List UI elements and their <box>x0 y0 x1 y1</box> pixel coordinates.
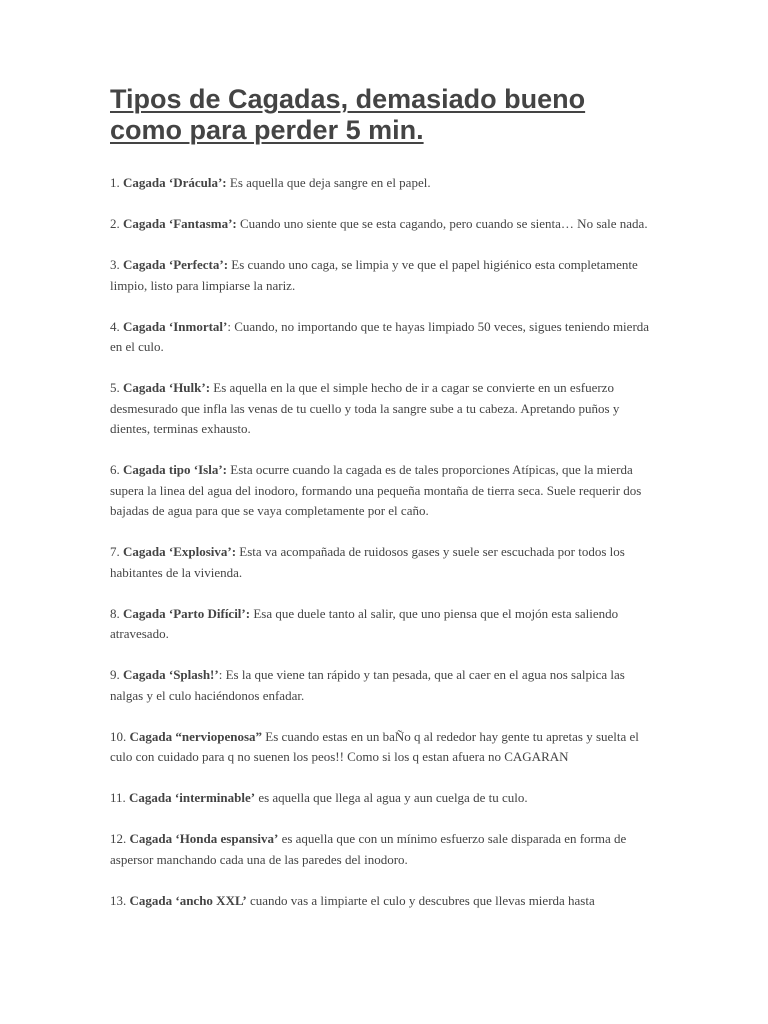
item-description: Es cuando uno caga, se limpia y ve que el papel higiénico esta completamente limpio, listo para limpiarse la nariz. <box>110 257 638 293</box>
item-number: 7. <box>110 544 123 559</box>
item-description: Cuando uno siente que se esta cagando, pero cuando se sienta… No sale nada. <box>236 216 648 231</box>
list-item <box>110 604 658 645</box>
item-term: Cagada ‘Perfecta’: <box>123 257 229 272</box>
item-number: 3. <box>110 257 123 272</box>
list-item <box>110 173 658 194</box>
item-term: Cagada ‘Explosiva’: <box>123 544 237 559</box>
item-term: Cagada “nerviopenosa” <box>129 728 263 744</box>
item-description: es aquella que llega al agua y aun cuelga de tu culo. <box>255 790 528 805</box>
item-description: es aquella que con un mínimo esfuerzo sale disparada en forma de aspersor manchando cada una de las paredes del inodoro. <box>110 831 627 867</box>
list-item <box>110 460 658 522</box>
item-description: Es cuando estas en un baÑo q al rededor hay gente tu apretas y suelta el culo con cuidado para q no suenen los peos!! Como si los q estan afuera no CAGARAN <box>110 728 639 764</box>
item-description: Es aquella en la que el simple hecho de ir a cagar se convierte en un esfuerzo desmesurado que infla las venas de tu cuello y toda la sangre sube a tu cabeza. Apretando puños y dientes, terminas exhausto. <box>110 380 620 436</box>
item-term: Cagada ‘Fantasma’: <box>123 216 237 231</box>
item-description: Es aquella que deja sangre en el papel. <box>226 175 431 190</box>
item-number: 6. <box>110 462 123 477</box>
list-item <box>110 255 658 296</box>
item-number: 8. <box>110 605 123 621</box>
item-term: Cagada ‘interminable’ <box>129 790 256 805</box>
list-item <box>110 378 658 440</box>
item-term: Cagada ‘Parto Difícil’: <box>123 605 251 621</box>
list-item <box>110 727 658 768</box>
list-item <box>110 788 658 809</box>
list-item <box>110 214 658 235</box>
item-term: Cagada tipo ‘Isla’: <box>123 462 228 477</box>
item-description: : Es la que viene tan rápido y tan pesada, que al caer en el agua nos salpica las nalgas y el culo haciéndonos enfadar. <box>110 667 625 703</box>
item-number: 1. <box>110 175 123 190</box>
item-description: cuando vas a limpiarte el culo y descubres que llevas mierda hasta <box>246 892 595 908</box>
list-item <box>110 542 658 583</box>
item-description: Esa que duele tanto al salir, que uno piensa que el mojón esta saliendo atravesado. <box>110 605 619 641</box>
list-item <box>110 829 658 870</box>
list-item <box>110 891 658 912</box>
item-description: : Cuando, no importando que te hayas limpiado 50 veces, sigues teniendo mierda en el culo. <box>110 318 650 354</box>
item-term: Cagada ‘ancho XXL’ <box>129 892 247 908</box>
item-description: Esta ocurre cuando la cagada es de tales proporciones Atípicas, que la mierda supera la linea del agua del inodoro, formando una pequeña montaña de tierra seca. Suele requerir dos bajadas de agua para que se vaya completamente por el caño. <box>110 462 642 518</box>
item-term: Cagada ‘Drácula’: <box>123 175 227 190</box>
item-term: Cagada ‘Inmortal’ <box>123 318 228 334</box>
item-number: 11. <box>110 790 130 805</box>
cagada-list <box>110 173 658 932</box>
list-item <box>110 665 658 706</box>
item-number: 12. <box>110 831 130 846</box>
item-number: 9. <box>110 667 123 682</box>
item-description: Esta va acompañada de ruidosos gases y suele ser escuchada por todos los habitantes de la vivienda. <box>110 544 625 580</box>
item-term: Cagada ‘Splash!’ <box>123 667 219 682</box>
item-term: Cagada ‘Honda espansiva’ <box>129 831 279 846</box>
item-number: 5. <box>110 380 123 395</box>
item-number: 2. <box>110 216 123 231</box>
item-number: 4. <box>110 318 123 334</box>
document-page <box>110 84 658 908</box>
list-item <box>110 317 658 358</box>
item-term: Cagada ‘Hulk’: <box>123 380 211 395</box>
document-title: Tipos de Cagadas, demasiado bueno como para perder 5 min. <box>110 84 586 145</box>
item-number: 13. <box>110 892 130 908</box>
item-number: 10. <box>110 728 130 744</box>
